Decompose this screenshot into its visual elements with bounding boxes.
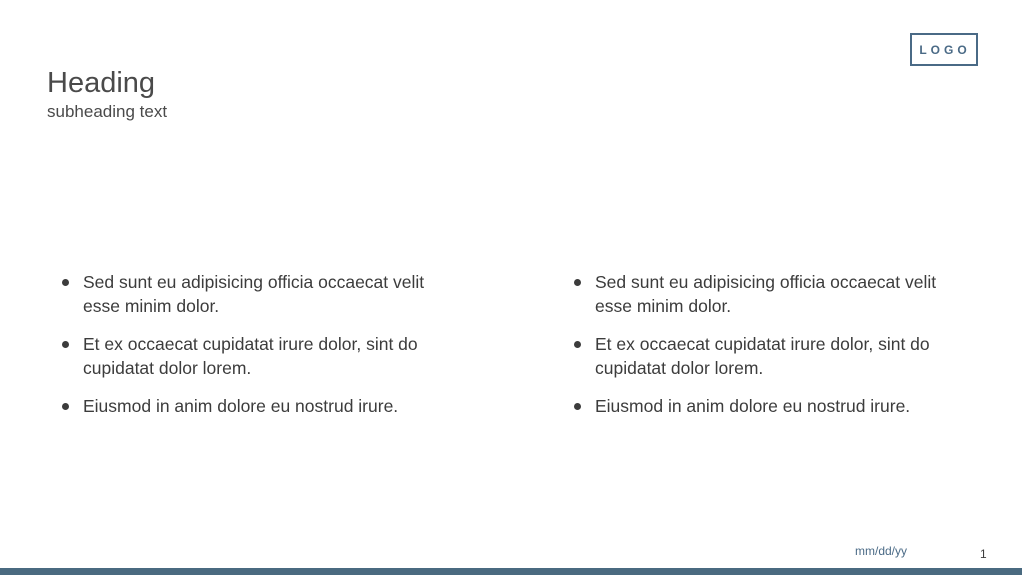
list-item (60, 332, 460, 380)
left-bullet-list (60, 270, 460, 418)
bullet-icon (574, 279, 581, 286)
bullet-text: Et ex occaecat cupidatat irure dolor, sint do cupidatat dolor lorem. (83, 334, 418, 378)
bullet-text: Eiusmod in anim dolore eu nostrud irure. (595, 396, 911, 416)
slide-date: mm/dd/yy (855, 544, 908, 558)
slide-subheading: subheading text (47, 102, 168, 121)
list-item (572, 394, 972, 418)
list-item (572, 270, 972, 318)
list-item (60, 270, 460, 318)
bullet-icon (574, 403, 581, 410)
bottom-accent-bar (0, 568, 1022, 575)
bullet-text: Sed sunt eu adipisicing officia occaecat velit esse minim dolor. (83, 272, 425, 316)
bullet-icon (62, 341, 69, 348)
logo: LOGO (910, 33, 978, 66)
bullet-icon (574, 341, 581, 348)
bullet-text: Sed sunt eu adipisicing officia occaecat velit esse minim dolor. (595, 272, 937, 316)
left-column (60, 270, 460, 432)
list-item (60, 394, 460, 418)
list-item (572, 332, 972, 380)
right-bullet-list (572, 270, 972, 418)
slide-heading: Heading (47, 67, 156, 99)
right-column (572, 270, 972, 432)
bullet-icon (62, 279, 69, 286)
page-number: 1 (980, 547, 987, 561)
bullet-text: Eiusmod in anim dolore eu nostrud irure. (83, 396, 399, 416)
bullet-icon (62, 403, 69, 410)
bullet-text: Et ex occaecat cupidatat irure dolor, sint do cupidatat dolor lorem. (595, 334, 930, 378)
